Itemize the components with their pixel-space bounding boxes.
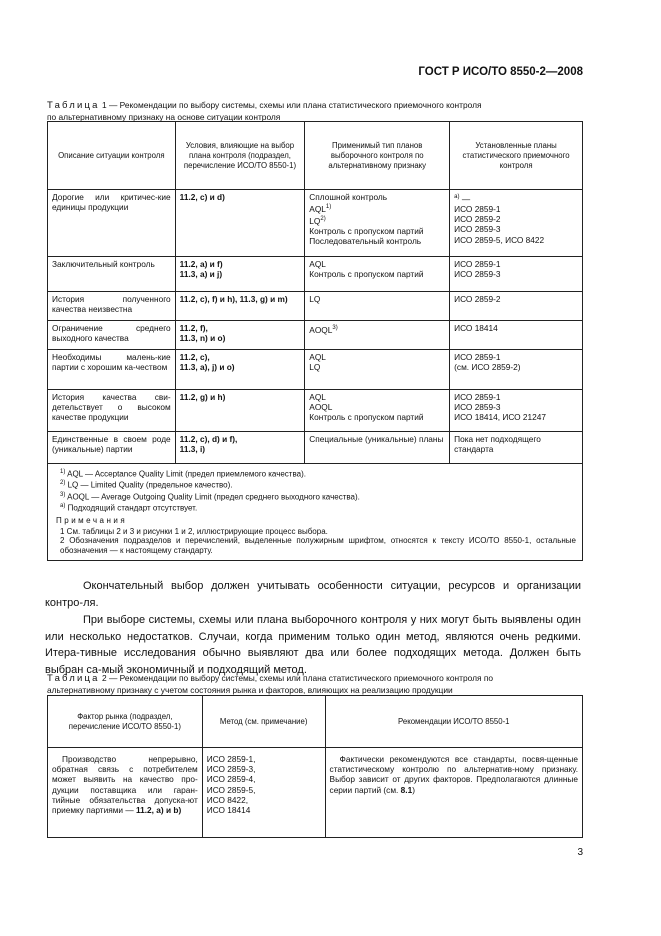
table2-header-recommendations: Рекомендации ИСО/ТО 8550-1	[325, 696, 582, 748]
conditions-cell: 11.2, c), f) и h), 11.3, g) и m)	[175, 292, 305, 321]
conditions-cell: 11.2, f), 11.3, n) и o)	[175, 321, 305, 350]
plans-cell: $^{а)}$ — ИСО 2859-1 ИСО 2859-2 ИСО 2859-3 ИСО 2859-5, ИСО 8422	[450, 190, 583, 257]
table2-header-method: Метод (см. примечание)	[202, 696, 325, 748]
types-cell: AQL AOQL Контроль с пропуском партий	[305, 390, 450, 432]
situation-cell: История качества сви-детельствует о высоком качестве продукции	[48, 390, 176, 432]
situation-cell: Ограничение среднего выходного качества	[48, 321, 176, 350]
recommendation-cell: Фактически рекомендуются все стандарты, посвя-щенные статистическому контролю по альтернатив-ному признаку. Выбор зависит от других факторов. Предполагаются длинные серии партий (см. 8.1)	[325, 748, 582, 838]
plans-cell: ИСО 2859-1 ИСО 2859-3 ИСО 18414, ИСО 21247	[450, 390, 583, 432]
conditions-cell: 11.2, c), 11.3, a), j) и o)	[175, 350, 305, 390]
table1-notes-row	[48, 464, 583, 561]
body-paragraph-2: При выборе системы, схемы или плана выборочного контроля у них могут быть выявлены один или несколько недостатков. Случаи, когда применим только один метод, являются очень редкими. Итера-тивные исследования обычно выявляют два или более подходящих метода. Должен быть выбран са-мый экономичный и подходящий метод.	[45, 614, 581, 676]
situation-cell: История полученного качества неизвестна	[48, 292, 176, 321]
plans-cell: ИСО 18414	[450, 321, 583, 350]
plans-cell: ИСО 2859-1 (см. ИСО 2859-2)	[450, 350, 583, 390]
conditions-cell: 11.2, c) и d)	[175, 190, 305, 257]
notes-title: Примечания	[56, 516, 128, 525]
footnote-3: $^{3)}$ AOQL — Average Outgoing Quality Limit (предел среднего выходного качества).	[60, 491, 360, 502]
situation-cell: Дорогие или критичес-кие единицы продукции	[48, 190, 176, 257]
table-row	[48, 257, 583, 292]
types-cell: Специальные (уникальные) планы	[305, 432, 450, 464]
table1-label: Таблица	[47, 100, 100, 111]
footnote-2: $^{2)}$ LQ — Limited Quality (предельное качество).	[60, 480, 233, 490]
types-cell: AOQL$^{3)}$	[305, 321, 450, 350]
table-row	[48, 390, 583, 432]
footnote-1: $^{1)}$ AQL — Acceptance Quality Limit (предел приемлемого качества).	[60, 469, 306, 479]
plans-cell: ИСО 2859-1 ИСО 2859-3	[450, 257, 583, 292]
table1-header-conditions: Условия, влияющие на выбор плана контроля (подраздел, перечисление ИСО/ТО 8550-1)	[175, 122, 305, 190]
document-id: ГОСТ Р ИСО/ТО 8550-2—2008	[418, 66, 583, 78]
body-paragraph-1: Окончательный выбор должен учитывать особенности ситуации, ресурсов и организации контро-ля.	[45, 580, 581, 609]
table-row	[48, 190, 583, 257]
conditions-cell: 11.2, g) и h)	[175, 390, 305, 432]
table-row	[48, 748, 583, 838]
table1-header-situation: Описание ситуации контроля	[48, 122, 176, 190]
note-1: 1 См. таблицы 2 и 3 и рисунки 1 и 2, иллюстрирующие процесс выбора.	[60, 526, 328, 536]
situation-cell: Единственные в своем роде (уникальные) партии	[48, 432, 176, 464]
table-row	[48, 321, 583, 350]
page-number: 3	[577, 847, 583, 858]
table1-header-plans: Установленные планы статистического приемочного контроля	[450, 122, 583, 190]
table2	[47, 695, 583, 838]
table2-caption-text: 2 — Рекомендации по выбору системы, схемы или плана статистического приемочного контроля по	[101, 673, 494, 683]
plans-cell: ИСО 2859-2	[450, 292, 583, 321]
types-cell: LQ	[305, 292, 450, 321]
table1-header-types: Применимый тип планов выборочного контроля по альтернативному признаку	[305, 122, 450, 190]
table-row	[48, 350, 583, 390]
table2-header-row	[48, 696, 583, 748]
table2-caption	[47, 673, 493, 695]
table2-caption-text2: альтернативному признаку с учетом состояния рынка и факторов, влияющих на реализацию продукции	[47, 684, 453, 695]
table1-caption-text2: по альтернативному признаку на основе ситуации контроля	[47, 111, 281, 122]
note-2: 2 Обозначения подразделов и перечислений, выделенные полужирным шрифтом, относятся к тексту ИСО/ТО 8550-1, остальные обозначения — к настоящему стандарту.	[60, 536, 576, 555]
plans-cell: Пока нет подходящего стандарта	[450, 432, 583, 464]
table1-caption-text: 1 — Рекомендации по выбору системы, схемы или плана статистического приемочного контроля	[101, 100, 482, 110]
situation-cell: Необходимы малень-кие партии с хорошим ка-чеством	[48, 350, 176, 390]
factor-cell: Производство непрерывно, обратная связь с потребителем может выявить на качество про-дукции поставщика или гаран-тийные обязательства допуска-ют приемку партиями — 11.2, а) и b)	[48, 748, 203, 838]
table1-header-row	[48, 122, 583, 190]
types-cell: AQL Контроль с пропуском партий	[305, 257, 450, 292]
table-row	[48, 432, 583, 464]
conditions-cell: 11.2, a) и f) 11.3, a) и j)	[175, 257, 305, 292]
table2-label: Таблица	[47, 673, 100, 684]
types-cell: AQL LQ	[305, 350, 450, 390]
situation-cell: Заключительный контроль	[48, 257, 176, 292]
table2-header-factor: Фактор рынка (подраздел, перечисление ИСО/ТО 8550-1)	[48, 696, 203, 748]
footnote-a: $^{а)}$ Подходящий стандарт отсутствует.	[60, 502, 198, 513]
table1-caption	[47, 100, 482, 122]
table1-notes	[48, 464, 583, 561]
table-row	[48, 292, 583, 321]
types-cell: Сплошной контроль AQL$^{1)}$ LQ$^{2)}$ Контроль с пропуском партий Последовательный контроль	[305, 190, 450, 257]
table1	[47, 121, 583, 561]
method-cell: ИСО 2859-1, ИСО 2859-3, ИСО 2859-4, ИСО 2859-5, ИСО 8422, ИСО 18414	[202, 748, 325, 838]
conditions-cell: 11.2, c), d) и f), 11.3, i)	[175, 432, 305, 464]
